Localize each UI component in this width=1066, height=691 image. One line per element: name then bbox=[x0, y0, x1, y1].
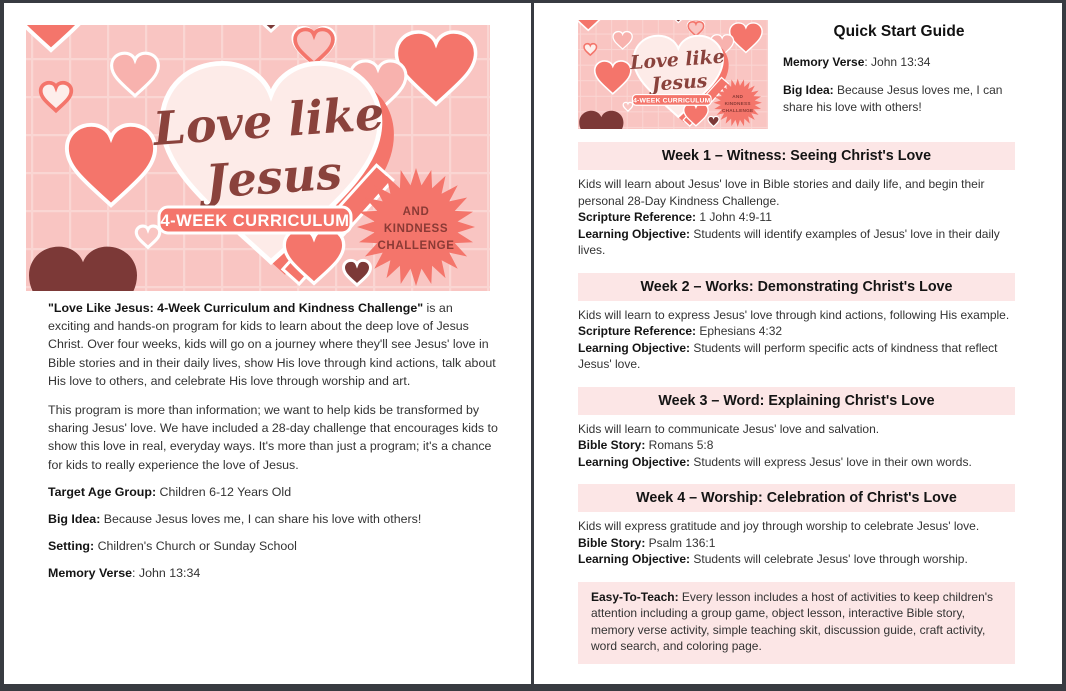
memory-verse-field: Memory Verse: John 13:34 bbox=[783, 55, 931, 69]
week-1-heading: Week 1 – Witness: Seeing Christ's Love bbox=[578, 142, 1015, 170]
week-2-objective: Learning Objective: Students will perform specific acts of kindness that reflect Jesus' love. bbox=[578, 340, 998, 371]
week-2-description: Kids will learn to express Jesus' love through kind actions, following His example. bbox=[578, 307, 1010, 322]
week-4-objective: Learning Objective: Students will celebrate Jesus' love through worship. bbox=[578, 552, 968, 566]
quick-start-header bbox=[578, 20, 1015, 129]
week-4-description: Kids will express gratitude and joy through worship to celebrate Jesus' love. bbox=[578, 519, 980, 533]
week-1-objective: Learning Objective: Students will identify examples of Jesus' love in their daily lives. bbox=[578, 226, 1000, 257]
setting-field: Setting: Children's Church or Sunday School bbox=[48, 539, 297, 554]
week-1-description: Kids will learn about Jesus' love in Bible stories and daily life, and begin their personal 28-Day Kindness Challenge. bbox=[578, 177, 985, 208]
page-2 bbox=[534, 3, 1062, 684]
week-3-section bbox=[578, 387, 1015, 471]
week-3-objective: Learning Objective: Students will express Jesus' love in their own words. bbox=[578, 454, 972, 469]
week-4-heading: Week 4 – Worship: Celebration of Christ's Love bbox=[578, 484, 1015, 512]
week-3-heading: Week 3 – Word: Explaining Christ's Love bbox=[578, 387, 1015, 415]
week-1-section bbox=[578, 142, 1015, 259]
memory-verse-field: Memory Verse: John 13:34 bbox=[48, 566, 201, 581]
cover-art-small bbox=[578, 20, 768, 129]
big-idea-field: Big Idea: Because Jesus loves me, I can share his love with others! bbox=[48, 512, 422, 527]
week-4-section bbox=[578, 484, 1015, 568]
program-paragraph: This program is more than information; we want to help kids be transformed by sharing Jesus' love. We have included a 28-day challenge that encourages kids to show this love in real, everyday ways. It's more than just a program; it's a chance for kids to really experience the love of Jesus. bbox=[48, 403, 498, 472]
week-2-scripture: Scripture Reference: Ephesians 4:32 bbox=[578, 324, 783, 338]
week-2-section bbox=[578, 273, 1015, 373]
cover-thumbnail bbox=[578, 20, 768, 129]
big-idea-field: Big Idea: Because Jesus loves me, I can share his love with others! bbox=[783, 82, 1003, 114]
week-1-scripture: Scripture Reference: 1 John 4:9-11 bbox=[578, 210, 772, 224]
page-1-body bbox=[48, 299, 498, 583]
week-4-bible-story: Bible Story: Psalm 136:1 bbox=[578, 535, 716, 550]
cover-image bbox=[26, 25, 490, 291]
quick-start-column bbox=[783, 20, 1015, 129]
week-3-description: Kids will learn to communicate Jesus' love and salvation. bbox=[578, 421, 880, 436]
intro-title-bold: "Love Like Jesus: 4-Week Curriculum and Kindness Challenge" bbox=[48, 301, 424, 315]
week-3-bible-story: Bible Story: Romans 5:8 bbox=[578, 438, 714, 452]
page-1 bbox=[4, 3, 531, 684]
week-2-heading: Week 2 – Works: Demonstrating Christ's Love bbox=[578, 273, 1015, 301]
easy-to-teach-note: Easy-To-Teach: Every lesson includes a host of activities to keep children's attention including a group game, object lesson, interactive Bible story, memory verse activity, simple teaching skit, discussion guide, craft activity, word search, and coloring page. bbox=[578, 582, 1015, 664]
target-age-field: Target Age Group: Children 6-12 Years Old bbox=[48, 484, 292, 499]
page-title: Quick Start Guide bbox=[833, 23, 965, 40]
cover-art bbox=[26, 25, 490, 291]
intro-paragraph: "Love Like Jesus: 4-Week Curriculum and Kindness Challenge" is an exciting and hands-on program for kids to learn about the deep love of Jesus Christ. Over four weeks, kids will go on a journey where they'll see Jesus' love in Bible stories and in their daily lives, show His love through kind actions, talk about His love to others, and celebrate His love through worship and art. bbox=[48, 301, 496, 388]
